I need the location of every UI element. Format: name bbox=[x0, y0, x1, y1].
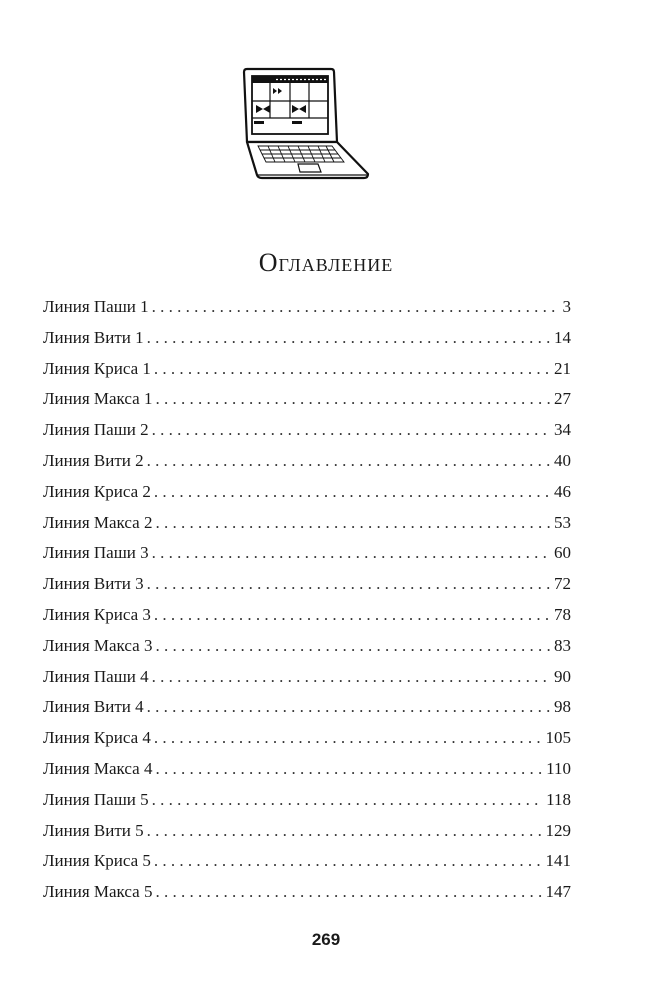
toc-entry-title: Линия Макса 2 bbox=[43, 512, 153, 532]
toc-title: Оглавление bbox=[258, 248, 394, 277]
toc-entry-title: Линия Вити 1 bbox=[43, 327, 144, 347]
toc-entry-page: 46 bbox=[554, 481, 571, 501]
toc-entry-title: Линия Криса 4 bbox=[43, 728, 151, 748]
toc-entry-page: 110 bbox=[546, 758, 571, 778]
toc-entry-title: Линия Макса 4 bbox=[43, 758, 153, 778]
toc-entry-title: Линия Макса 5 bbox=[43, 882, 153, 902]
toc-entry bbox=[43, 569, 571, 600]
toc-entry-page: 53 bbox=[554, 512, 571, 532]
toc-entry bbox=[43, 477, 571, 508]
dot-leader bbox=[147, 446, 551, 477]
toc-entry bbox=[43, 754, 571, 785]
toc-entry-page: 141 bbox=[545, 851, 571, 871]
toc-entry bbox=[43, 292, 571, 323]
toc-entry-title: Линия Криса 1 bbox=[43, 358, 151, 378]
toc-entry-title: Линия Вити 2 bbox=[43, 450, 144, 470]
toc-entry-title: Линия Вити 5 bbox=[43, 820, 144, 840]
dot-leader bbox=[155, 754, 543, 785]
toc-entry-page: 3 bbox=[562, 297, 571, 316]
toc-entry bbox=[43, 446, 571, 477]
dot-leader bbox=[154, 723, 543, 754]
dot-leader bbox=[147, 816, 543, 847]
toc-entry-page: 147 bbox=[545, 882, 571, 902]
toc-entry-page: 129 bbox=[545, 820, 571, 840]
toc-entry bbox=[43, 631, 571, 662]
dot-leader bbox=[147, 692, 551, 723]
toc-entry bbox=[43, 662, 571, 693]
toc-entry-page: 118 bbox=[546, 789, 571, 809]
toc-entry bbox=[43, 600, 571, 631]
toc-entry-title: Линия Макса 1 bbox=[43, 389, 153, 409]
toc-entry-title: Линия Паши 4 bbox=[43, 666, 149, 686]
toc-entry-title: Линия Паши 1 bbox=[43, 297, 149, 316]
toc-entry-page: 27 bbox=[554, 389, 571, 409]
toc-entry bbox=[43, 816, 571, 847]
toc-entry bbox=[43, 323, 571, 354]
toc-entry-page: 90 bbox=[554, 666, 571, 686]
dot-leader bbox=[152, 662, 551, 693]
toc-entry bbox=[43, 415, 571, 446]
dot-leader bbox=[154, 354, 551, 385]
toc-entry-page: 14 bbox=[554, 327, 571, 347]
toc-entry bbox=[43, 508, 571, 539]
toc-entry bbox=[43, 538, 571, 569]
toc-entry-title: Линия Криса 3 bbox=[43, 604, 151, 624]
page-number: 269 bbox=[311, 930, 341, 949]
toc-entry-page: 21 bbox=[554, 358, 571, 378]
toc-list bbox=[43, 292, 571, 908]
dot-leader bbox=[155, 631, 551, 662]
toc-entry bbox=[43, 723, 571, 754]
toc-entry-page: 83 bbox=[554, 635, 571, 655]
toc-entry-title: Линия Паши 3 bbox=[43, 543, 149, 563]
dot-leader bbox=[155, 384, 551, 415]
toc-entry-page: 34 bbox=[554, 420, 571, 440]
toc-entry-title: Линия Паши 5 bbox=[43, 789, 149, 809]
dot-leader bbox=[147, 323, 551, 354]
toc-entry-page: 72 bbox=[554, 574, 571, 594]
toc-entry-page: 40 bbox=[554, 450, 571, 470]
toc-entry bbox=[43, 384, 571, 415]
toc-entry-title: Линия Криса 5 bbox=[43, 851, 151, 871]
dot-leader bbox=[152, 415, 551, 446]
dot-leader bbox=[152, 538, 551, 569]
toc-entry bbox=[43, 877, 571, 908]
toc-entry-page: 60 bbox=[554, 543, 571, 563]
toc-entry-title: Линия Вити 3 bbox=[43, 574, 144, 594]
toc-entry-page: 105 bbox=[545, 728, 571, 748]
toc-entry-title: Линия Вити 4 bbox=[43, 697, 144, 717]
toc-entry bbox=[43, 846, 571, 877]
dot-leader bbox=[152, 292, 560, 323]
toc-entry bbox=[43, 692, 571, 723]
dot-leader bbox=[155, 508, 551, 539]
dot-leader bbox=[147, 569, 551, 600]
dot-leader bbox=[154, 600, 551, 631]
dot-leader bbox=[152, 785, 543, 816]
toc-entry bbox=[43, 785, 571, 816]
toc-entry-page: 78 bbox=[554, 604, 571, 624]
toc-entry bbox=[43, 354, 571, 385]
toc-entry-title: Линия Паши 2 bbox=[43, 420, 149, 440]
dot-leader bbox=[154, 846, 543, 877]
toc-entry-page: 98 bbox=[554, 697, 571, 717]
dot-leader bbox=[154, 477, 551, 508]
toc-entry-title: Линия Макса 3 bbox=[43, 635, 153, 655]
toc-entry-title: Линия Криса 2 bbox=[43, 481, 151, 501]
dot-leader bbox=[155, 877, 542, 908]
laptop-icon bbox=[236, 66, 370, 184]
